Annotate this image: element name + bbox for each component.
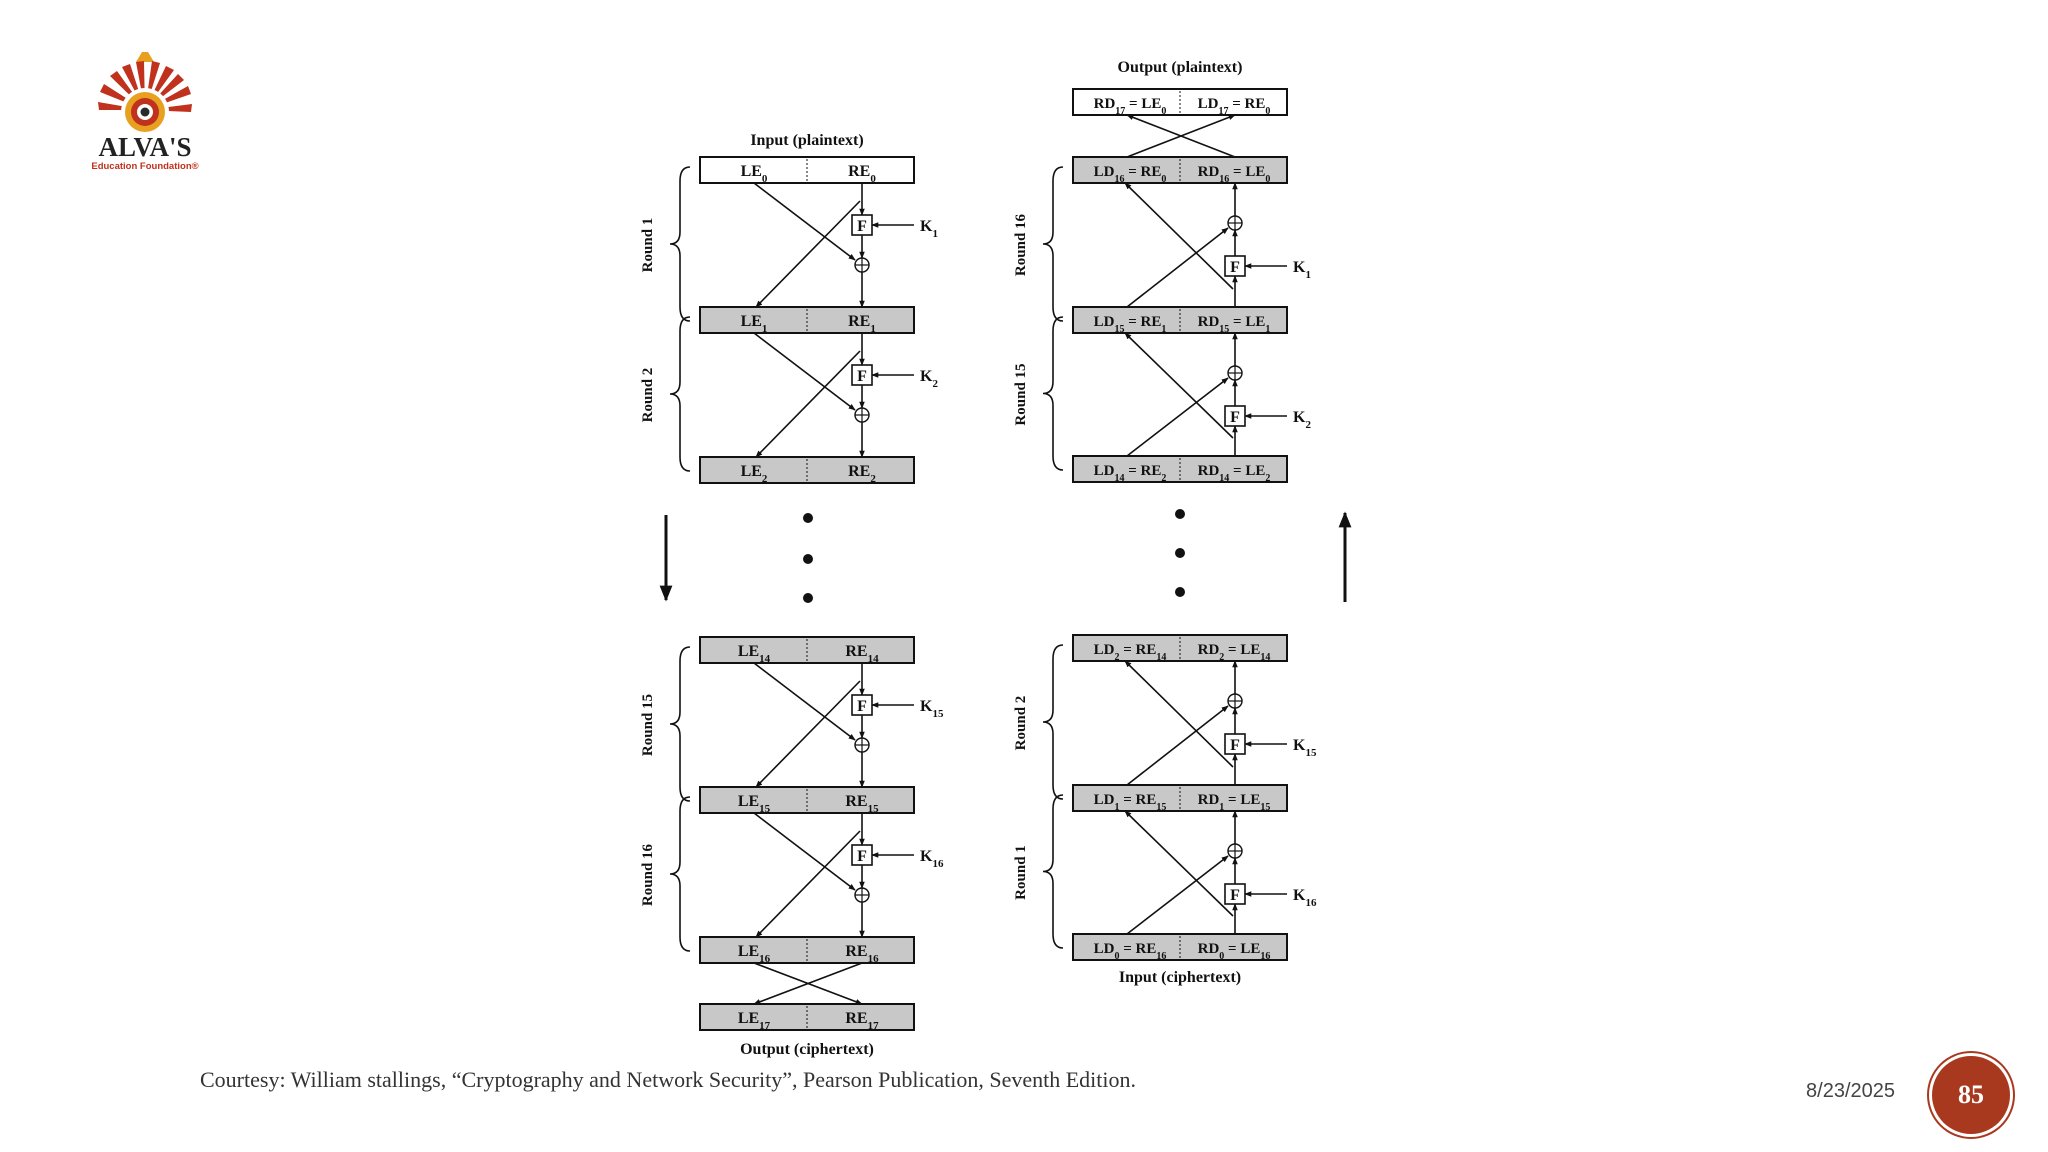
subscript: 0 bbox=[1161, 105, 1167, 117]
label-part: LE bbox=[1245, 463, 1266, 479]
subscript: 16 bbox=[759, 953, 771, 965]
label-part: RE bbox=[848, 163, 871, 180]
cross-arrow bbox=[756, 831, 860, 937]
equals-sign: = bbox=[1119, 941, 1136, 957]
ellipsis-dot bbox=[803, 513, 813, 523]
subscript: 0 bbox=[1114, 950, 1120, 962]
label-part: LD bbox=[1093, 792, 1115, 808]
equals-sign: = bbox=[1229, 463, 1246, 479]
function-f-label: F bbox=[857, 698, 867, 715]
round-brace bbox=[670, 317, 690, 471]
decrypt-output-label: Output (plaintext) bbox=[1117, 59, 1243, 76]
equals-sign: = bbox=[1124, 164, 1141, 180]
equals-sign: = bbox=[1124, 463, 1141, 479]
label-part: LE bbox=[1240, 642, 1261, 658]
label-part: K bbox=[1293, 737, 1306, 754]
label-part: RE bbox=[1140, 164, 1162, 180]
subscript: 1 bbox=[1161, 323, 1167, 335]
label-part: LE bbox=[1240, 941, 1261, 957]
subscript: 16 bbox=[1114, 173, 1125, 185]
label-part: K bbox=[920, 218, 933, 235]
subscript: 14 bbox=[1156, 651, 1167, 663]
ellipsis-dot bbox=[1175, 587, 1185, 597]
subscript: 1 bbox=[1305, 269, 1311, 281]
subscript: 17 bbox=[1115, 105, 1126, 117]
round-key-label bbox=[920, 218, 938, 240]
cross-arrow bbox=[1127, 378, 1228, 456]
cross-arrow bbox=[1125, 811, 1233, 916]
subscript: 15 bbox=[1260, 801, 1271, 813]
label-part: K bbox=[1293, 409, 1306, 426]
round-brace bbox=[1043, 317, 1063, 470]
slide-date: 8/23/2025 bbox=[1806, 1080, 1895, 1102]
subscript: 2 bbox=[1265, 472, 1271, 484]
label-part: LE bbox=[740, 163, 762, 180]
label-part: LD bbox=[1093, 941, 1115, 957]
subscript: 16 bbox=[1305, 897, 1317, 909]
round-brace bbox=[670, 167, 690, 321]
subscript: 16 bbox=[1260, 950, 1271, 962]
round-label: Round 16 bbox=[640, 843, 656, 907]
subscript: 17 bbox=[759, 1020, 771, 1032]
ellipsis-dot bbox=[803, 593, 813, 603]
subscript: 0 bbox=[1161, 173, 1167, 185]
round-key-label bbox=[920, 698, 944, 720]
cross-arrow bbox=[1127, 228, 1228, 307]
subscript: 16 bbox=[1156, 950, 1167, 962]
function-f-label: F bbox=[1230, 887, 1240, 904]
round-label: Round 1 bbox=[1013, 845, 1029, 900]
label-part: RD bbox=[1197, 463, 1220, 479]
subscript: 16 bbox=[932, 858, 944, 870]
label-part: RD bbox=[1197, 314, 1220, 330]
equals-sign: = bbox=[1124, 314, 1141, 330]
subscript: 17 bbox=[867, 1020, 879, 1032]
label-part: RE bbox=[1135, 792, 1157, 808]
subscript: 0 bbox=[1265, 105, 1271, 117]
ellipsis-dot bbox=[803, 554, 813, 564]
subscript: 0 bbox=[1265, 173, 1271, 185]
round-label: Round 2 bbox=[640, 367, 656, 423]
ellipsis-dot bbox=[1175, 509, 1185, 519]
page-number: 85 bbox=[1958, 1080, 1984, 1109]
cross-arrow bbox=[756, 681, 860, 787]
label-part: K bbox=[920, 368, 933, 385]
equals-sign: = bbox=[1224, 642, 1241, 658]
round-brace bbox=[670, 647, 690, 801]
subscript: 0 bbox=[870, 173, 876, 185]
label-part: RD bbox=[1093, 96, 1116, 112]
brand-tagline: Education Foundation® bbox=[91, 161, 199, 172]
round-key-label bbox=[920, 848, 944, 870]
cross-arrow bbox=[756, 351, 860, 457]
label-part: LE bbox=[737, 643, 760, 660]
subscript: 2 bbox=[1219, 651, 1225, 663]
round-brace bbox=[670, 797, 690, 951]
round-key-label bbox=[920, 368, 938, 390]
round-label: Round 15 bbox=[1013, 363, 1029, 426]
cross-arrow bbox=[1125, 333, 1233, 438]
subscript: 2 bbox=[1161, 472, 1167, 484]
subscript: 15 bbox=[1156, 801, 1167, 813]
function-f-label: F bbox=[1230, 259, 1240, 276]
round-brace bbox=[1043, 645, 1063, 799]
round-key-label bbox=[1293, 259, 1311, 281]
equals-sign: = bbox=[1229, 314, 1246, 330]
round-key-label bbox=[1293, 887, 1317, 909]
subscript: 15 bbox=[1305, 747, 1317, 759]
label-part: LE bbox=[1245, 314, 1266, 330]
round-label: Round 2 bbox=[1013, 695, 1029, 751]
equals-sign: = bbox=[1229, 164, 1246, 180]
label-part: K bbox=[1293, 887, 1306, 904]
encrypt-output-label: Output (ciphertext) bbox=[740, 1041, 874, 1058]
subscript: 0 bbox=[1219, 950, 1225, 962]
subscript: 15 bbox=[932, 708, 944, 720]
function-f-label: F bbox=[857, 848, 867, 865]
label-part: LD bbox=[1093, 314, 1115, 330]
label-part: LE bbox=[737, 1010, 760, 1027]
equals-sign: = bbox=[1119, 792, 1136, 808]
label-part: LD bbox=[1093, 164, 1115, 180]
round-key-label bbox=[1293, 409, 1311, 431]
subscript: 1 bbox=[870, 323, 876, 335]
subscript: 1 bbox=[932, 228, 938, 240]
round-brace bbox=[1043, 167, 1063, 321]
label-part: LD bbox=[1093, 642, 1115, 658]
label-part: LE bbox=[1240, 792, 1261, 808]
courtesy-citation: Courtesy: William stallings, “Cryptography and Network Security”, Pearson Publication, Seventh Edition. bbox=[200, 1067, 1137, 1092]
label-part: RE bbox=[845, 943, 868, 960]
label-part: LE bbox=[740, 463, 762, 480]
label-part: RE bbox=[845, 643, 868, 660]
label-part: RE bbox=[1244, 96, 1266, 112]
subscript: 2 bbox=[870, 473, 876, 485]
label-part: RE bbox=[1140, 463, 1162, 479]
function-f-label: F bbox=[857, 218, 867, 235]
encrypt-input-label: Input (plaintext) bbox=[750, 132, 864, 149]
label-part: RD bbox=[1197, 941, 1220, 957]
subscript: 16 bbox=[867, 953, 879, 965]
label-part: LE bbox=[1245, 164, 1266, 180]
subscript: 2 bbox=[1114, 651, 1120, 663]
subscript: 0 bbox=[761, 173, 768, 185]
equals-sign: = bbox=[1224, 792, 1241, 808]
subscript: 2 bbox=[932, 378, 938, 390]
subscript: 15 bbox=[1114, 323, 1125, 335]
brand-name: ALVA'S bbox=[98, 132, 192, 162]
label-part: RE bbox=[1135, 642, 1157, 658]
subscript: 1 bbox=[1219, 801, 1225, 813]
subscript: 14 bbox=[1219, 472, 1230, 484]
label-part: K bbox=[920, 848, 933, 865]
label-part: LD bbox=[1197, 96, 1219, 112]
label-part: LE bbox=[740, 313, 762, 330]
label-part: RE bbox=[845, 1010, 868, 1027]
subscript: 15 bbox=[867, 803, 879, 815]
subscript: 2 bbox=[761, 473, 768, 485]
subscript: 15 bbox=[1219, 323, 1230, 335]
cross-arrow bbox=[1127, 856, 1228, 934]
label-part: RD bbox=[1197, 164, 1220, 180]
label-part: RE bbox=[1140, 314, 1162, 330]
ellipsis-dot bbox=[1175, 548, 1185, 558]
function-f-label: F bbox=[1230, 737, 1240, 754]
function-f-label: F bbox=[857, 368, 867, 385]
subscript: 16 bbox=[1219, 173, 1230, 185]
function-f-label: F bbox=[1230, 409, 1240, 426]
subscript: 2 bbox=[1305, 419, 1311, 431]
subscript: 14 bbox=[759, 653, 771, 665]
round-label: Round 16 bbox=[1013, 213, 1029, 277]
subscript: 1 bbox=[1114, 801, 1120, 813]
round-label: Round 15 bbox=[640, 693, 656, 757]
label-part: RD bbox=[1197, 792, 1220, 808]
equals-sign: = bbox=[1224, 941, 1241, 957]
round-brace bbox=[1043, 795, 1063, 948]
round-key-label bbox=[1293, 737, 1317, 759]
cross-arrow bbox=[756, 201, 860, 307]
label-part: RE bbox=[1135, 941, 1157, 957]
label-part: RE bbox=[845, 793, 868, 810]
page-number-badge bbox=[1932, 1056, 2010, 1134]
label-part: RE bbox=[848, 313, 871, 330]
label-part: RD bbox=[1197, 642, 1220, 658]
subscript: 14 bbox=[1114, 472, 1125, 484]
equals-sign: = bbox=[1119, 642, 1136, 658]
label-part: K bbox=[920, 698, 933, 715]
subscript: 14 bbox=[1260, 651, 1271, 663]
decrypt-input-label: Input (ciphertext) bbox=[1118, 969, 1242, 986]
subscript: 14 bbox=[867, 653, 879, 665]
label-part: LD bbox=[1093, 463, 1115, 479]
label-part: LE bbox=[737, 943, 760, 960]
label-part: LE bbox=[737, 793, 760, 810]
label-part: LE bbox=[1141, 96, 1162, 112]
equals-sign: = bbox=[1228, 96, 1245, 112]
cross-arrow bbox=[1127, 706, 1228, 785]
subscript: 15 bbox=[759, 803, 771, 815]
label-part: K bbox=[1293, 259, 1306, 276]
subscript: 1 bbox=[1265, 323, 1271, 335]
equals-sign: = bbox=[1125, 96, 1142, 112]
subscript: 17 bbox=[1218, 105, 1229, 117]
label-part: RE bbox=[848, 463, 871, 480]
subscript: 1 bbox=[761, 323, 768, 335]
round-label: Round 1 bbox=[640, 217, 656, 273]
